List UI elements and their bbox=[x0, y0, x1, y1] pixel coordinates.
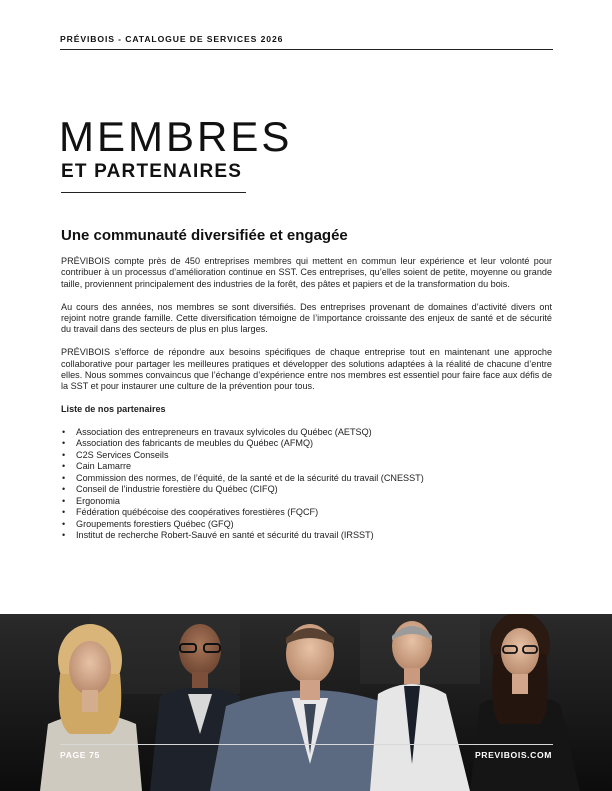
website-link[interactable]: PREVIBOIS.COM bbox=[474, 750, 552, 760]
list-item: • Institut de recherche Robert-Sauvé en santé et sécurité du travail (IRSST) bbox=[61, 530, 552, 542]
list-item: • Association des entrepreneurs en travaux sylvicoles du Québec (AETSQ) bbox=[61, 427, 552, 439]
paragraph-approach: PRÉVIBOIS s’efforce de répondre aux besoins spécifiques de chaque entreprise tout en maintenant une approche collaborative pour partager les meilleures pratiques et développer des solutions adaptées à la réalité de chacune d’entre elles. Nous sommes convaincus que l’échange d’expérience entre nos membres est essentiel pour faire face aux défis de la SST et pour instaurer une culture de la prévention pour tous. bbox=[61, 347, 552, 392]
page-title: MEMBRES bbox=[59, 113, 293, 160]
partners-list bbox=[61, 427, 552, 542]
team-photo bbox=[0, 614, 612, 791]
paragraph-diversity: Au cours des années, nos membres se sont diversifiés. Des entreprises provenant de domaines d’activité divers ont rejoint notre grande famille. Cette diversification témoigne de l’importance croissante des enjeux de santé et de sécurité du travail dans des secteurs de plus en plus larges. bbox=[61, 301, 552, 335]
list-item: • Fédération québécoise des coopératives forestières (FQCF) bbox=[61, 507, 552, 519]
title-divider bbox=[61, 192, 246, 193]
page-number: PAGE 75 bbox=[60, 750, 100, 760]
list-item: • Conseil de l’industrie forestière du Québec (CIFQ) bbox=[61, 484, 552, 496]
list-item: • Association des fabricants de meubles du Québec (AFMQ) bbox=[61, 438, 552, 450]
list-item: • Groupements forestiers Québec (GFQ) bbox=[61, 519, 552, 531]
paragraph-members: PRÉVIBOIS compte près de 450 entreprises membres qui mettent en commun leur expérience et leur volonté pour contribuer à un processus d’amélioration continue en SST. Ces entreprises, qu’elles soient de petite, moyenne ou grande taille, proviennent principalement des industries de la forêt, des pâtes et papiers et de la transformation du bois. bbox=[61, 256, 552, 289]
page-header bbox=[60, 34, 553, 50]
list-item: • C2S Services Conseils bbox=[61, 450, 552, 462]
partners-list-title: Liste de nos partenaires bbox=[61, 404, 166, 415]
body-text bbox=[61, 256, 552, 542]
page-subtitle: ET PARTENAIRES bbox=[61, 161, 243, 182]
list-item: • Ergonomia bbox=[61, 496, 552, 508]
list-item: • Cain Lamarre bbox=[61, 461, 552, 473]
section-heading: Une communauté diversifiée et engagée bbox=[61, 227, 348, 244]
header-divider bbox=[60, 49, 553, 50]
footer-divider bbox=[60, 744, 553, 745]
catalogue-title: PRÉVIBOIS - CATALOGUE DE SERVICES 2026 bbox=[60, 34, 284, 44]
list-item: • Commission des normes, de l’équité, de la santé et de la sécurité du travail (CNESST) bbox=[61, 473, 552, 485]
